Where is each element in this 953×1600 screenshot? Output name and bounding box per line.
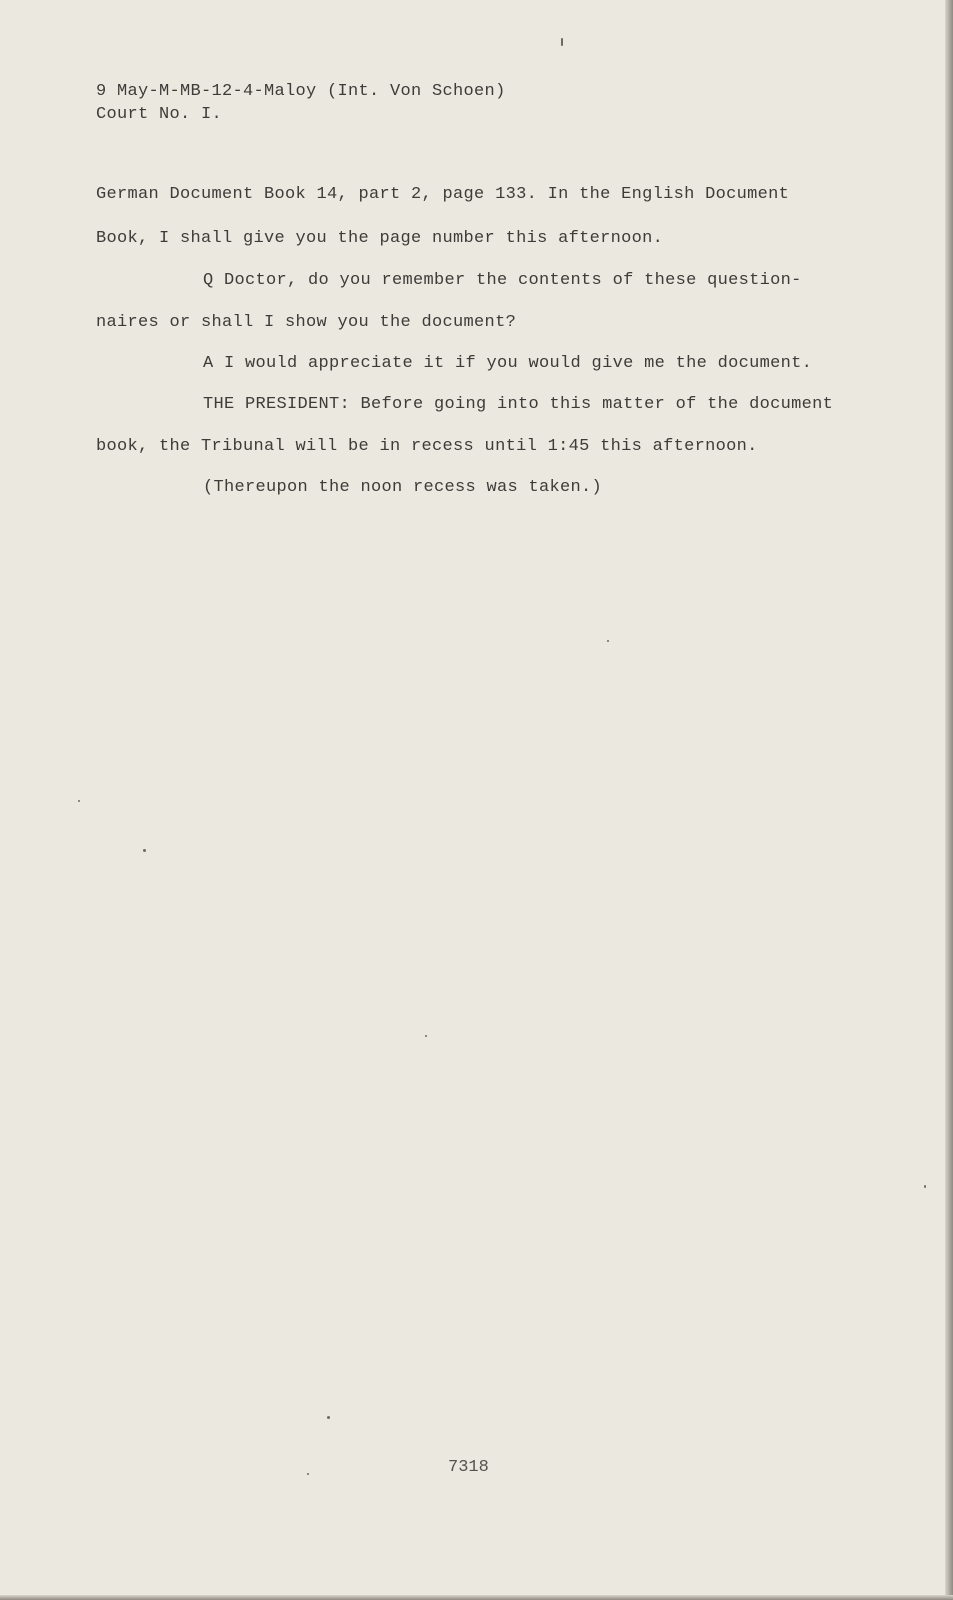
body-line: book, the Tribunal will be in recess until 1:45 this afternoon. [96, 437, 758, 456]
header-case-reference: 9 May-M-MB-12-4-Maloy (Int. Von Schoen) [96, 82, 506, 101]
paper-speck [307, 1473, 309, 1475]
body-line: A I would appreciate it if you would give me the document. [203, 354, 813, 373]
body-line: German Document Book 14, part 2, page 133. In the English Document [96, 185, 790, 204]
paper-speck [78, 800, 80, 802]
body-line: naires or shall I show you the document? [96, 313, 517, 332]
page-number: 7318 [448, 1458, 489, 1477]
paper-speck [425, 1035, 427, 1037]
body-line: THE PRESIDENT: Before going into this matter of the document [203, 395, 834, 414]
paper-speck [607, 640, 609, 642]
body-line: Book, I shall give you the page number this afternoon. [96, 229, 664, 248]
paper-speck [143, 849, 146, 852]
paper-speck [327, 1416, 330, 1419]
page-edge-shadow [945, 0, 953, 1600]
page-edge-shadow [0, 1595, 953, 1600]
paper-speck [924, 1185, 926, 1188]
paper-speck [561, 38, 563, 46]
body-line: Q Doctor, do you remember the contents of these question- [203, 271, 802, 290]
header-court-number: Court No. I. [96, 105, 223, 124]
body-line: (Thereupon the noon recess was taken.) [203, 478, 603, 497]
